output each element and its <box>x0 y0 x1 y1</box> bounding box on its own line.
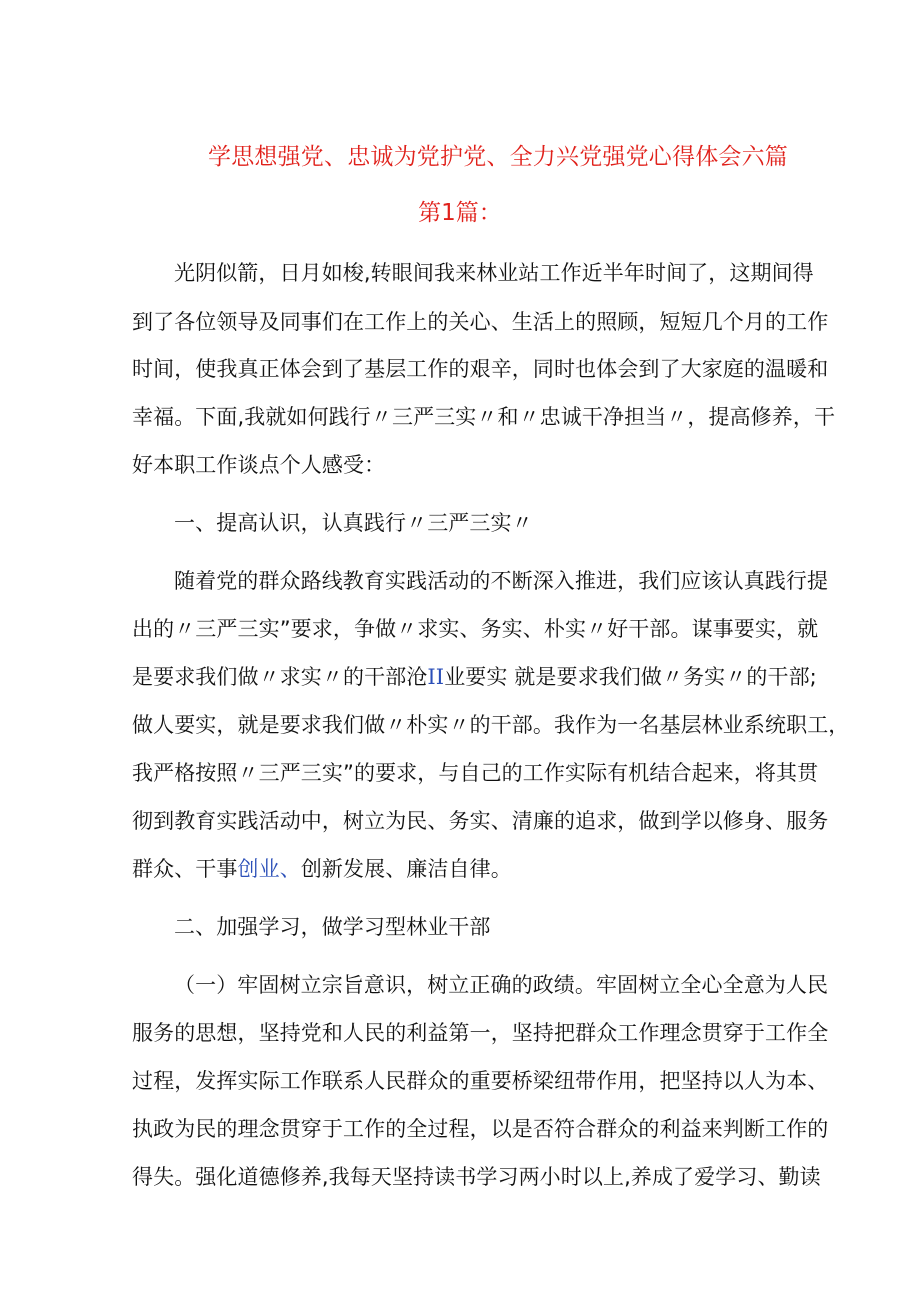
line-text: 是要求我们做〃求实〃的干部沧 <box>132 665 428 689</box>
highlighted-text: 创业、 <box>237 857 301 881</box>
paragraph-line: 服务的思想，坚持党和人民的利益第一，坚持把群众工作理念贯穿于工作全 <box>132 1021 829 1045</box>
paragraph-line: 光阴似箭，日月如梭,转眼间我来林业站工作近半年时间了，这期间得 <box>174 261 814 285</box>
document-subtitle: 第1篇： <box>418 200 502 226</box>
document-title: 学思想强党、忠诚为党护党、全力兴党强党心得体会六篇 <box>208 144 788 170</box>
paragraph-line: 幸福。下面,我就如何践行〃三严三实〃和〃忠诚干净担当〃，提高修养，干 <box>132 405 836 429</box>
paragraph-line: 过程，发挥实际工作联系人民群众的重要桥梁纽带作用，把坚持以人为本、 <box>132 1069 829 1093</box>
paragraph-line <box>132 662 817 692</box>
stray-glyph: II <box>427 665 445 689</box>
line-text: 业要实 就是要求我们做〃务实〃的干部; <box>444 665 817 689</box>
line-text: 群众、干事 <box>132 857 238 881</box>
paragraph-line: 我严格按照〃三严三实”的要求，与自己的工作实际有机结合起来，将其贯 <box>132 761 819 785</box>
paragraph-line: 好本职工作谈点个人感受： <box>132 453 386 477</box>
paragraph-line: 彻到教育实践活动中，树立为民、务实、清廉的追求，做到学以修身、服务 <box>132 809 829 833</box>
paragraph-line: 执政为民的理念贯穿于工作的全过程，以是否符合群众的利益来判断工作的 <box>132 1117 829 1141</box>
paragraph-line: 到了各位领导及同事们在工作上的关心、生活上的照顾，短短几个月的工作 <box>132 310 829 334</box>
section-heading-2: 二、加强学习，做学习型林业干部 <box>174 915 491 939</box>
line-text: 创新发展、廉洁自律。 <box>300 857 512 881</box>
paragraph-line: 得失。强化道德修养,我每天坚持读书学习两小时以上,养成了爱学习、勤读 <box>132 1165 821 1189</box>
section-heading-1: 一、提高认识，认真践行〃三严三实〃 <box>174 511 533 535</box>
paragraph-line: 做人要实，就是要求我们做〃朴实〃的干部。我作为一名基层林业系统职工， <box>132 713 850 737</box>
paragraph-line <box>132 854 802 884</box>
paragraph-line: （一）牢固树立宗旨意识，树立正确的政绩。牢固树立全心全意为人民 <box>174 973 829 997</box>
paragraph-line: 时间，使我真正体会到了基层工作的艰辛，同时也体会到了大家庭的温暖和 <box>132 357 829 381</box>
paragraph-line: 出的〃三严三实”要求，争做〃求实、务实、朴实〃好干部。谋事要实，就 <box>132 617 819 641</box>
paragraph-line: 随着党的群众路线教育实践活动的不断深入推进，我们应该认真践行提 <box>174 569 829 593</box>
